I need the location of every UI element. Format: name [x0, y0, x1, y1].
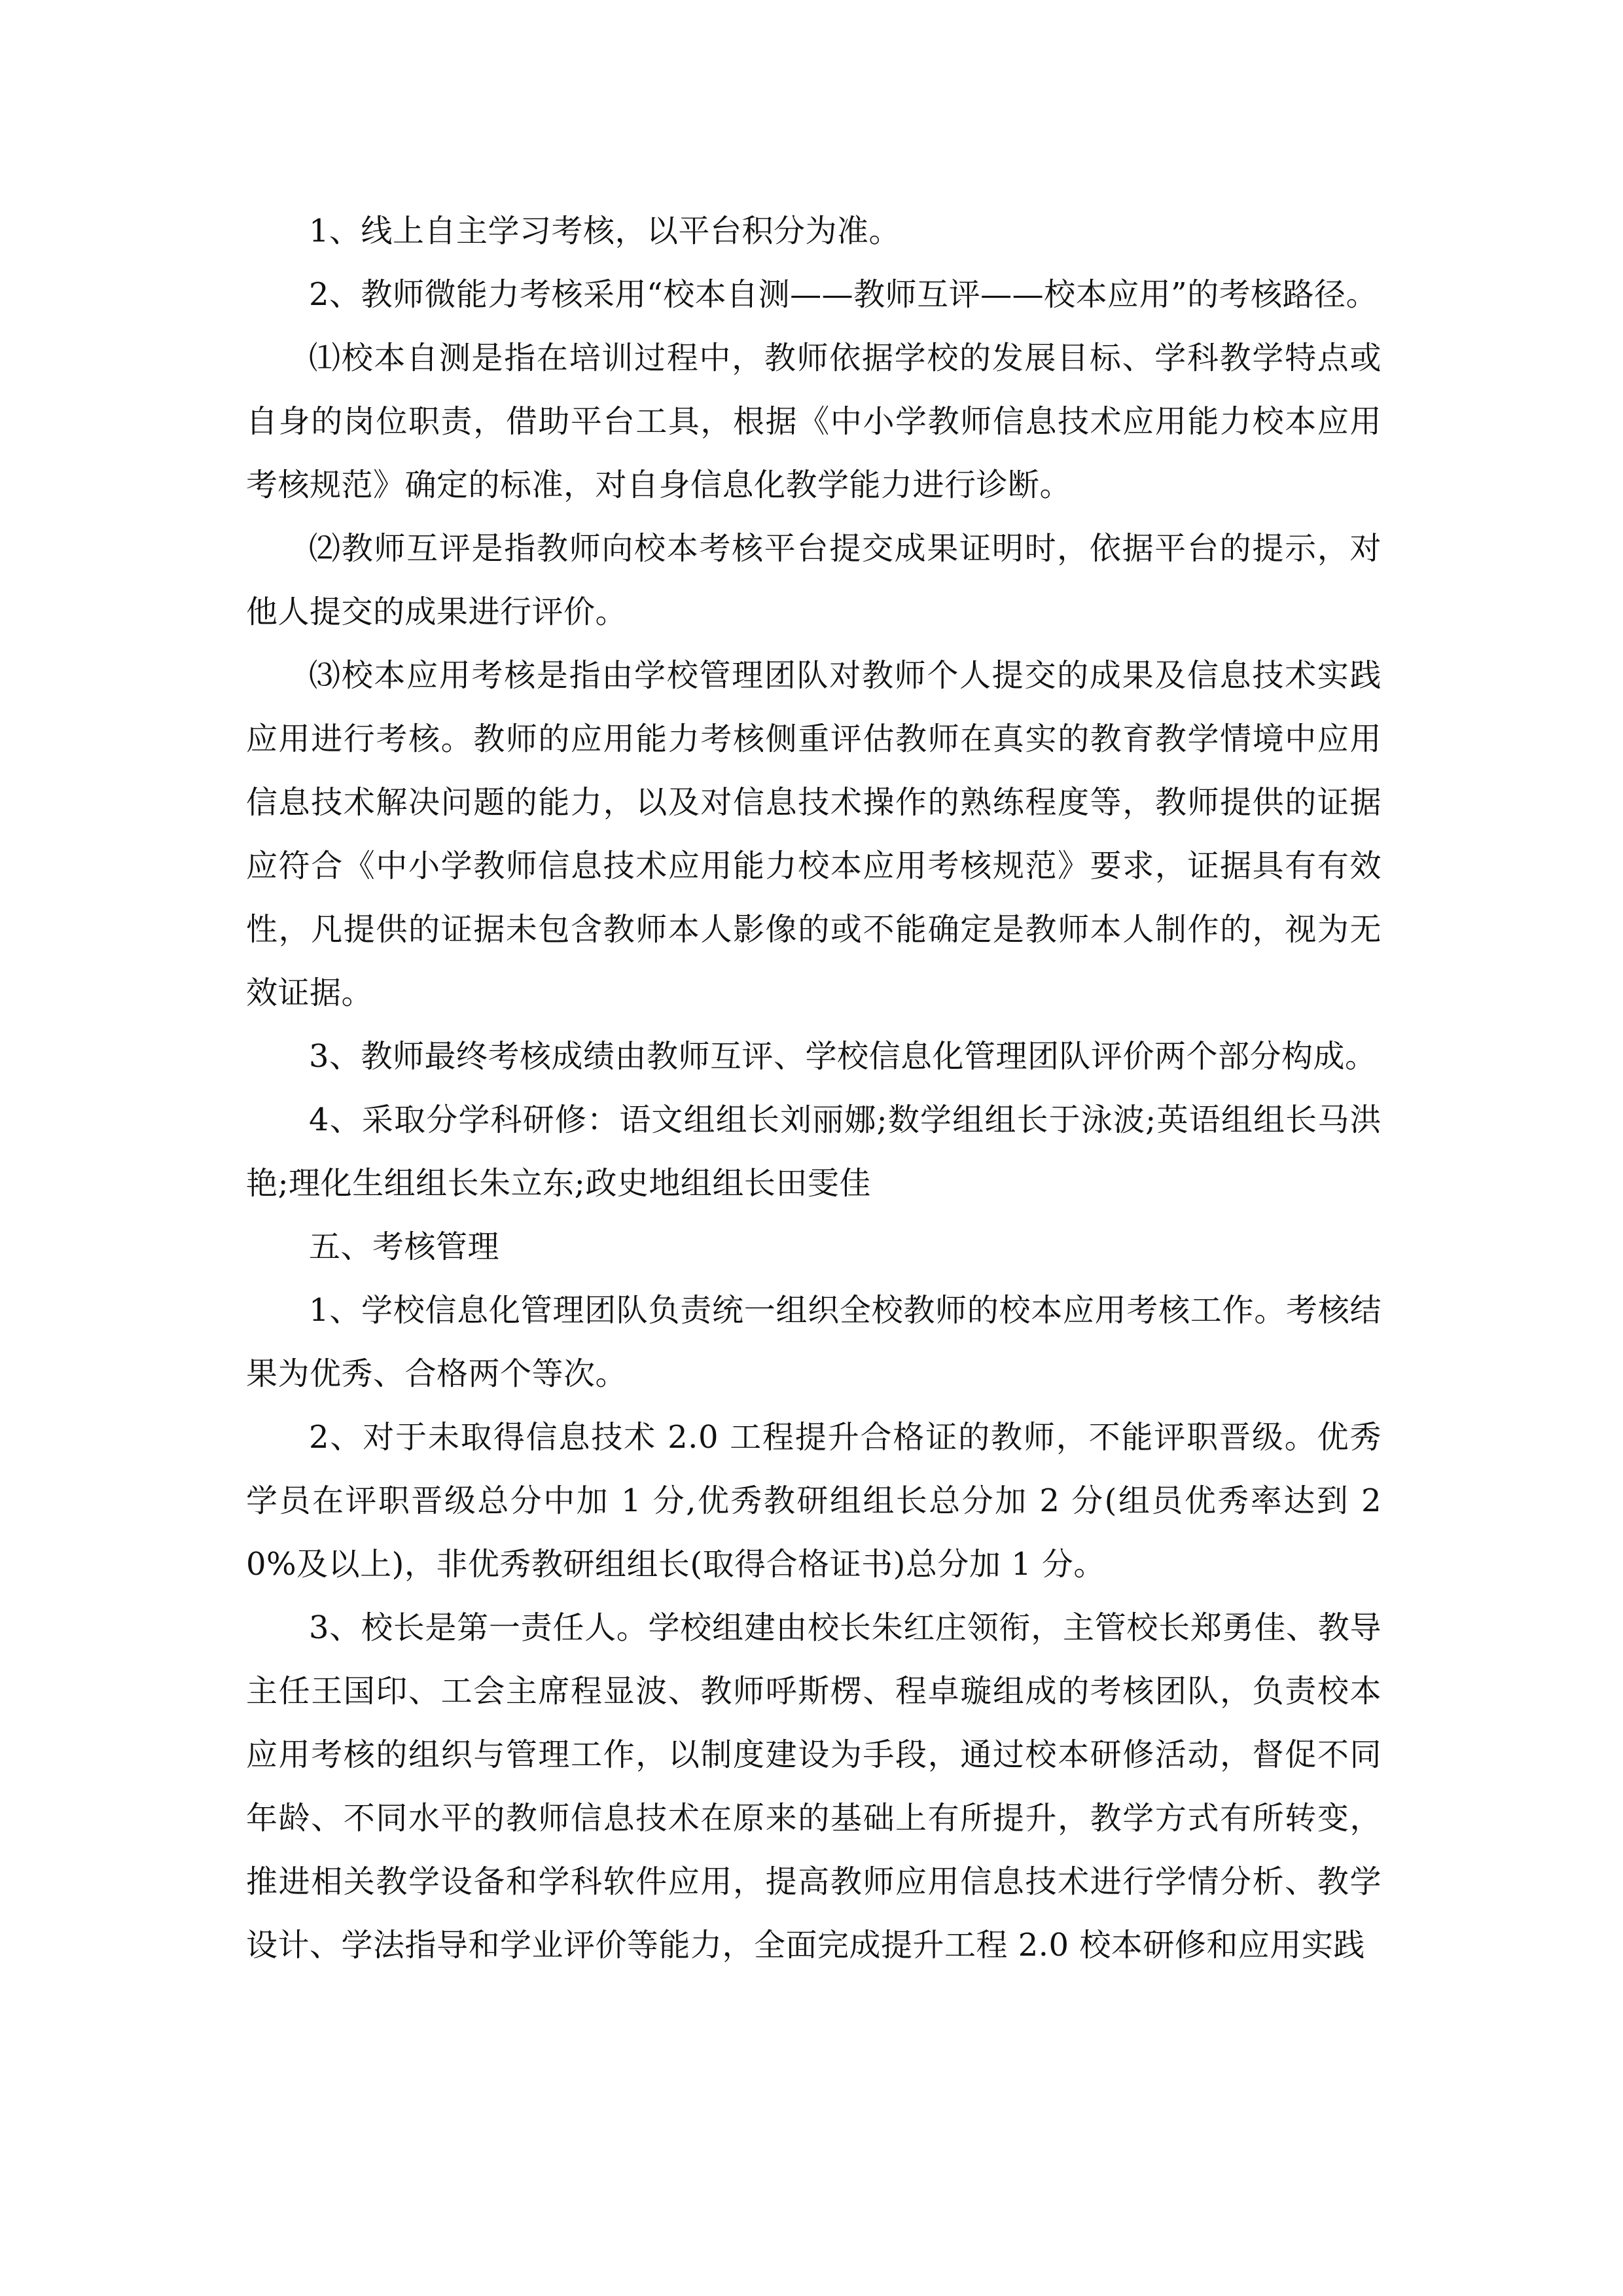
paragraph-principal-responsibility: 3、校长是第一责任人。学校组建由校长朱红庄领衔，主管校长郑勇佳、教导主任王国印、工会主席程显波、教师呼斯楞、程卓璇组成的考核团队，负责校本应用考核的组织与管理工作，以制度建设为手段，通过校本研修活动，督促不同年龄、不同水平的教师信息技术在原来的基础上有所提升，教学方式有所转变，推进相关教学设备和学科软件应用，提高教师应用信息技术进行学情分析、教学设计、学法指导和学业评价等能力，全面完成提升工程 2.0 校本研修和应用实践 — [246, 1609, 1382, 1964]
paragraph-micro-ability-assessment: 2、教师微能力考核采用“校本自测——教师互评——校本应用”的考核路径。 — [309, 276, 1378, 313]
paragraph-online-study-assessment: 1、线上自主学习考核，以平台积分为准。 — [309, 213, 901, 249]
section-heading-assessment-management: 五、考核管理 — [309, 1229, 500, 1265]
paragraph-subject-study-groups: 4、采取分学科研修：语文组组长刘丽娜;数学组组长于泳波;英语组组长马洪艳;理化生组组长朱立东;政史地组组长田雯佳 — [246, 1102, 1382, 1202]
paragraph-final-score: 3、教师最终考核成绩由教师互评、学校信息化管理团队评价两个部分构成。 — [309, 1038, 1377, 1075]
paragraph-school-self-test: ⑴校本自测是指在培训过程中，教师依据学校的发展目标、学科教学特点或自身的岗位职责，借助平台工具，根据《中小学教师信息技术应用能力校本应用考核规范》确定的标准，对自身信息化教学能力进行诊断。 — [246, 340, 1382, 503]
paragraph-school-application-assessment: ⑶校本应用考核是指由学校管理团队对教师个人提交的成果及信息技术实践应用进行考核。教师的应用能力考核侧重评估教师在真实的教育教学情境中应用信息技术解决问题的能力，以及对信息技术操作的熟练程度等，教师提供的证据应符合《中小学教师信息技术应用能力校本应用考核规范》要求，证据具有有效性，凡提供的证据未包含教师本人影像的或不能确定是教师本人制作的，视为无效证据。 — [246, 657, 1382, 1011]
paragraph-peer-review: ⑵教师互评是指教师向校本考核平台提交成果证明时，依据平台的提示，对他人提交的成果进行评价。 — [246, 530, 1382, 630]
document-body — [246, 200, 1382, 1977]
paragraph-management-team: 1、学校信息化管理团队负责统一组织全校教师的校本应用考核工作。考核结果为优秀、合格两个等次。 — [246, 1292, 1382, 1392]
paragraph-certificate-promotion: 2、对于未取得信息技术 2.0 工程提升合格证的教师，不能评职晋级。优秀学员在评职晋级总分中加 1 分,优秀教研组组长总分加 2 分(组员优秀率达到 20%及以上)，非优秀教研组组长(取得合格证书)总分加 1 分。 — [246, 1419, 1382, 1583]
